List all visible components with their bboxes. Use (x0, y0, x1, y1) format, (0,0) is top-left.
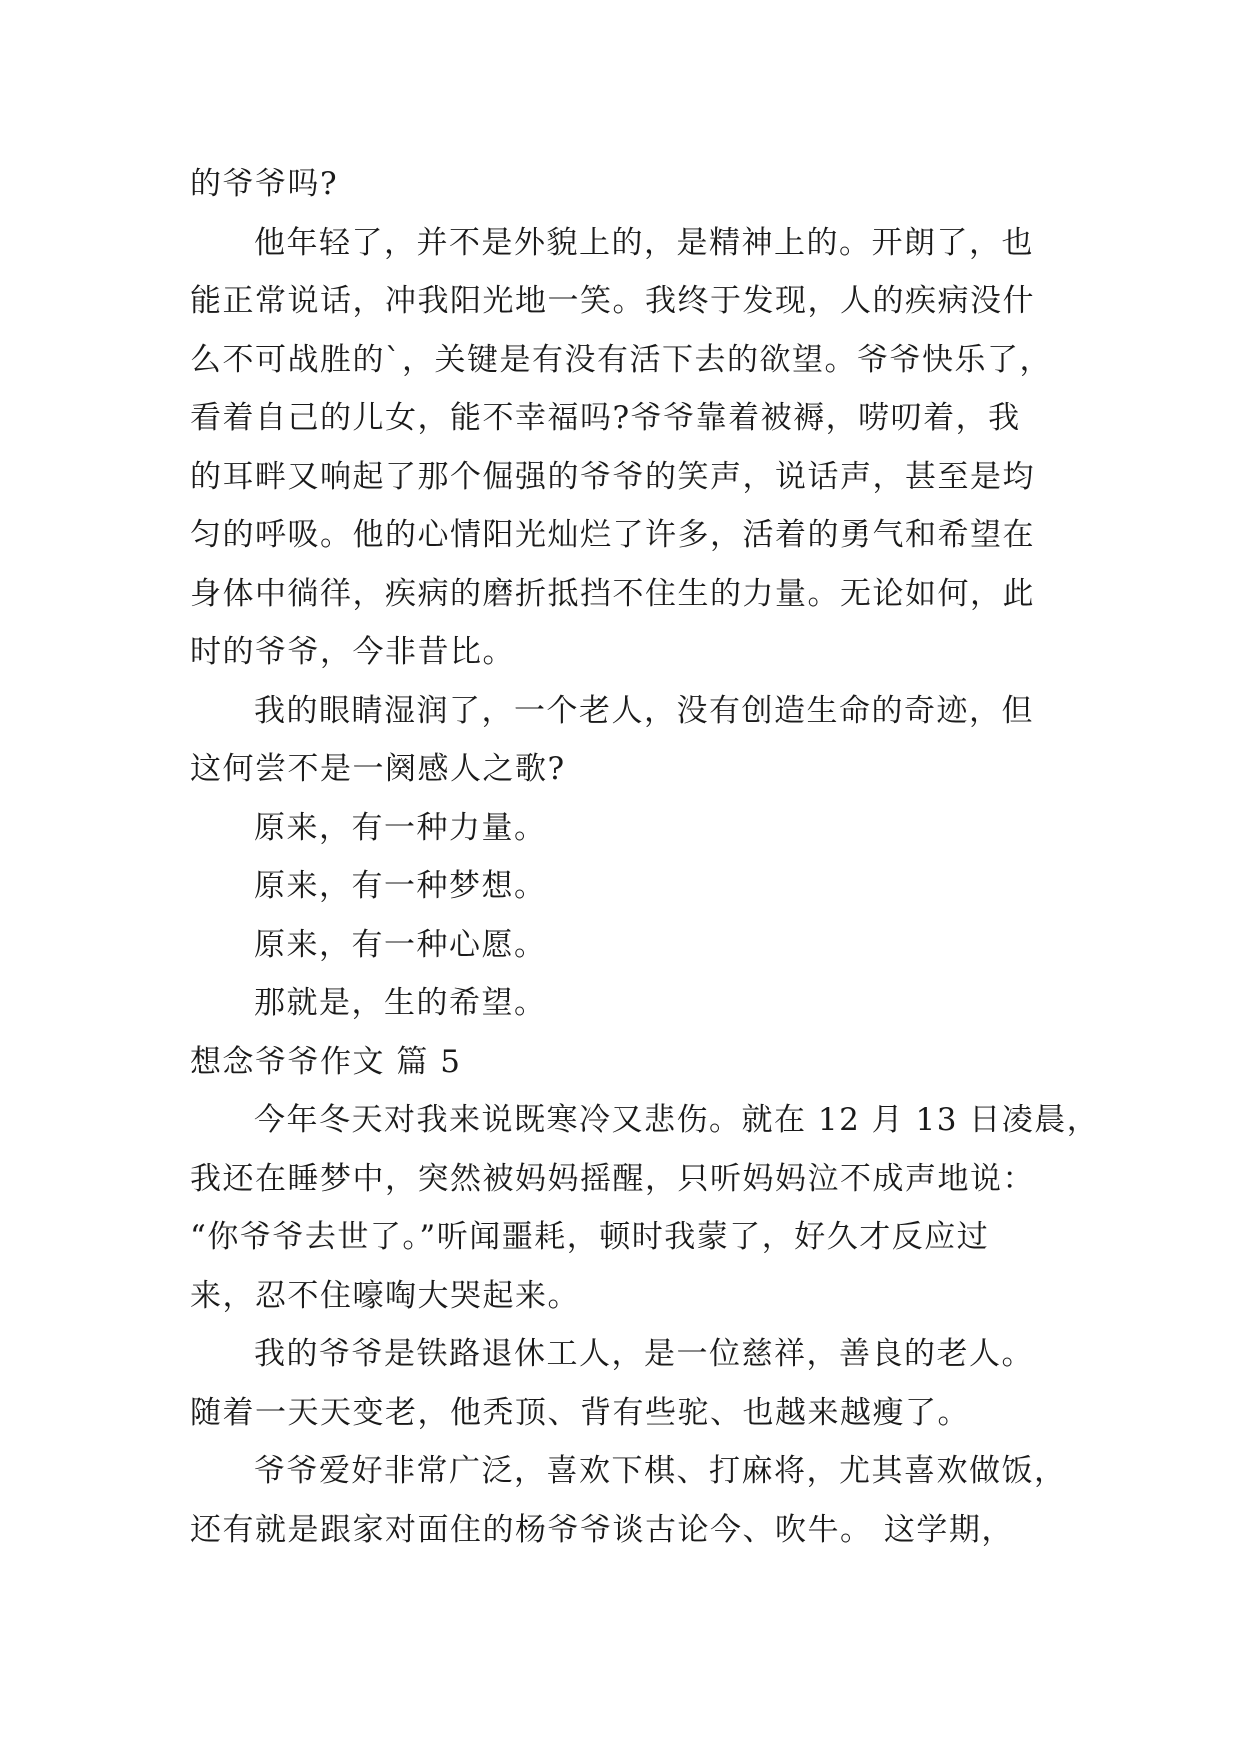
text-line: 来，忍不住嚎啕大哭起来。 (190, 1277, 580, 1314)
text-line: 原来，有一种心愿。 (254, 926, 547, 963)
text-line: 那就是，生的希望。 (254, 985, 547, 1021)
text-line: 的耳畔又响起了那个倔强的爷爷的笑声，说话声，甚至是均 (190, 458, 1035, 495)
text-line: 我的眼睛湿润了，一个老人，没有创造生命的奇迹，但 (254, 692, 1034, 729)
text-line: 我的爷爷是铁路退休工人，是一位慈祥，善良的老人。 (254, 1336, 1034, 1372)
text-line: 的爷爷吗? (190, 166, 339, 202)
text-line: 看着自己的儿女，能不幸福吗?爷爷靠着被褥，唠叨着，我 (190, 400, 1021, 436)
text-line: 随着一天天变老，他秃顶、背有些驼、也越来越瘦了。 (190, 1394, 970, 1431)
text-line: 爷爷爱好非常广泛，喜欢下棋、打麻将，尤其喜欢做饭， (254, 1453, 1067, 1489)
text-line: 能正常说话，冲我阳光地一笑。我终于发现，人的疾病没什 (190, 283, 1035, 319)
text-line: 原来，有一种梦想。 (254, 868, 547, 904)
text-line: 么不可战胜的`，关键是有没有活下去的欲望。爷爷快乐了， (190, 341, 1052, 378)
text-line: “你爷爷去世了。”听闻噩耗，顿时我蒙了，好久才反应过 (190, 1219, 990, 1255)
text-line: 今年冬天对我来说既寒冷又悲伤。就在 12 月 13 日凌晨， (254, 1102, 1100, 1138)
text-line: 这何尝不是一阕感人之歌? (190, 751, 566, 787)
text-line: 原来，有一种力量。 (254, 809, 547, 846)
text-line: 身体中徜徉，疾病的磨折抵挡不住生的力量。无论如何，此 (190, 575, 1035, 612)
text-line: 匀的呼吸。他的心情阳光灿烂了许多，活着的勇气和希望在 (190, 517, 1035, 553)
text-line: 还有就是跟家对面住的杨爷爷谈古论今、吹牛。 这学期， (190, 1511, 1014, 1548)
text-line: 时的爷爷，今非昔比。 (190, 634, 515, 670)
text-line: 我还在睡梦中，突然被妈妈摇醒，只听妈妈泣不成声地说： (190, 1160, 1035, 1197)
text-line: 想念爷爷作文 篇 5 (190, 1043, 462, 1080)
text-line: 他年轻了，并不是外貌上的，是精神上的。开朗了，也 (254, 224, 1034, 261)
document-body (190, 155, 1100, 1559)
